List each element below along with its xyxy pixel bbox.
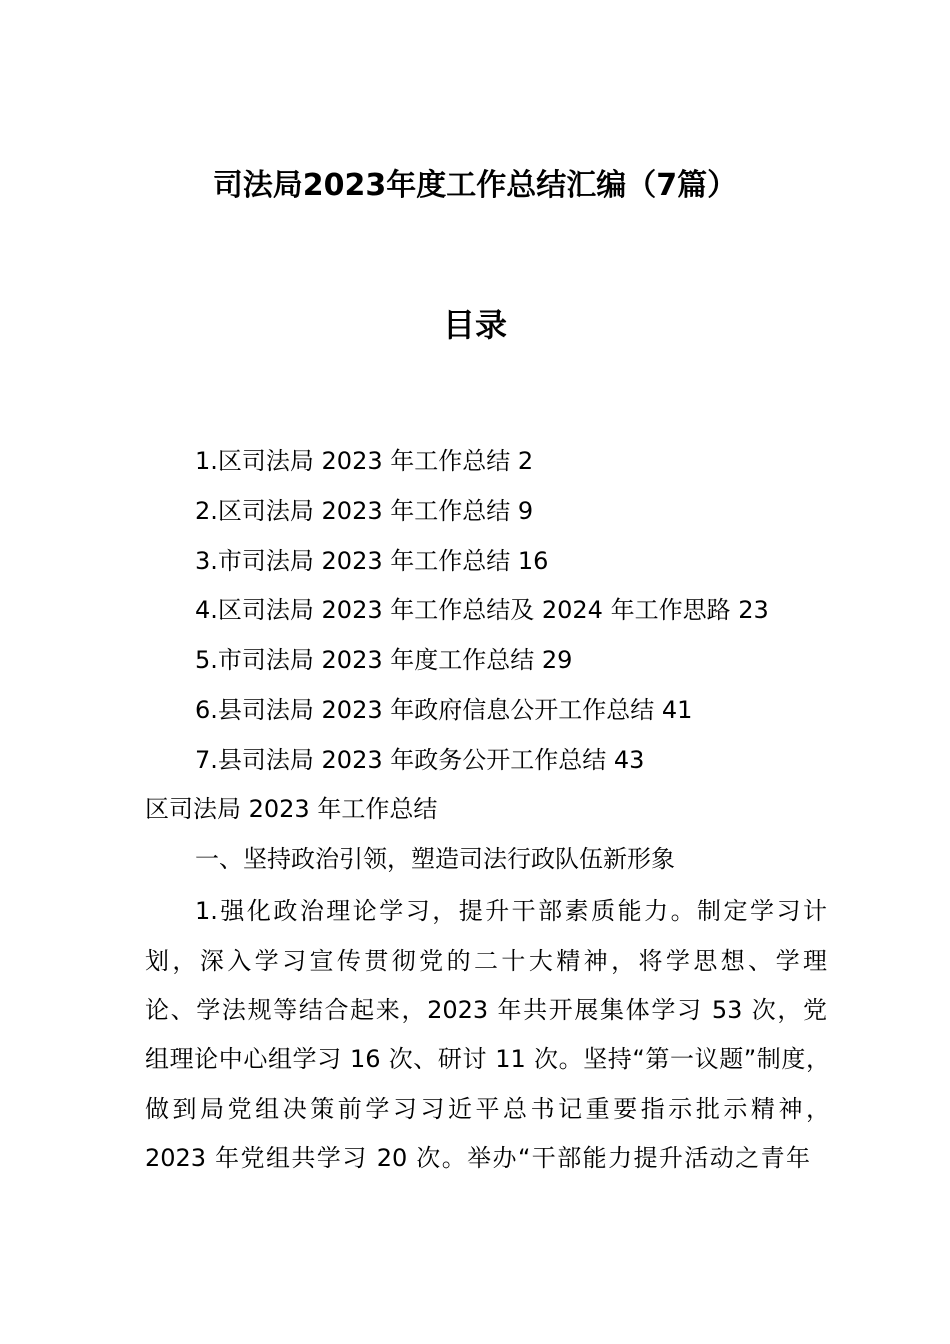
paragraph-line: 划，深入学习宣传贯彻党的二十大精神，将学思想、学理 xyxy=(145,947,827,975)
article-title: 区司法局 2023 年工作总结 xyxy=(145,795,438,823)
toc-item[interactable]: 5.市司法局 2023 年度工作总结 29 xyxy=(195,646,573,674)
toc-item[interactable]: 3.市司法局 2023 年工作总结 16 xyxy=(195,547,549,575)
toc-item[interactable]: 2.区司法局 2023 年工作总结 9 xyxy=(195,497,534,525)
toc-item[interactable]: 1.区司法局 2023 年工作总结 2 xyxy=(195,447,534,475)
toc-heading: 目录 xyxy=(442,306,507,344)
document-title: 司法局2023年度工作总结汇编（7篇） xyxy=(212,168,738,203)
paragraph-line: 组理论中心组学习 16 次、研讨 11 次。坚持“第一议题”制度， xyxy=(145,1045,830,1073)
toc-item[interactable]: 7.县司法局 2023 年政务公开工作总结 43 xyxy=(195,746,645,774)
toc-item[interactable]: 4.区司法局 2023 年工作总结及 2024 年工作思路 23 xyxy=(195,596,769,624)
section-heading: 一、坚持政治引领，塑造司法行政队伍新形象 xyxy=(195,845,675,873)
paragraph-line: 1.强化政治理论学习，提升干部素质能力。制定学习计 xyxy=(195,897,827,925)
paragraph-line: 2023 年党组共学习 20 次。举办“干部能力提升活动之青年 xyxy=(145,1144,810,1172)
paragraph-line: 做到局党组决策前学习习近平总书记重要指示批示精神， xyxy=(145,1095,830,1123)
paragraph-line: 论、学法规等结合起来，2023 年共开展集体学习 53 次，党 xyxy=(145,996,827,1024)
toc-item[interactable]: 6.县司法局 2023 年政府信息公开工作总结 41 xyxy=(195,696,693,724)
